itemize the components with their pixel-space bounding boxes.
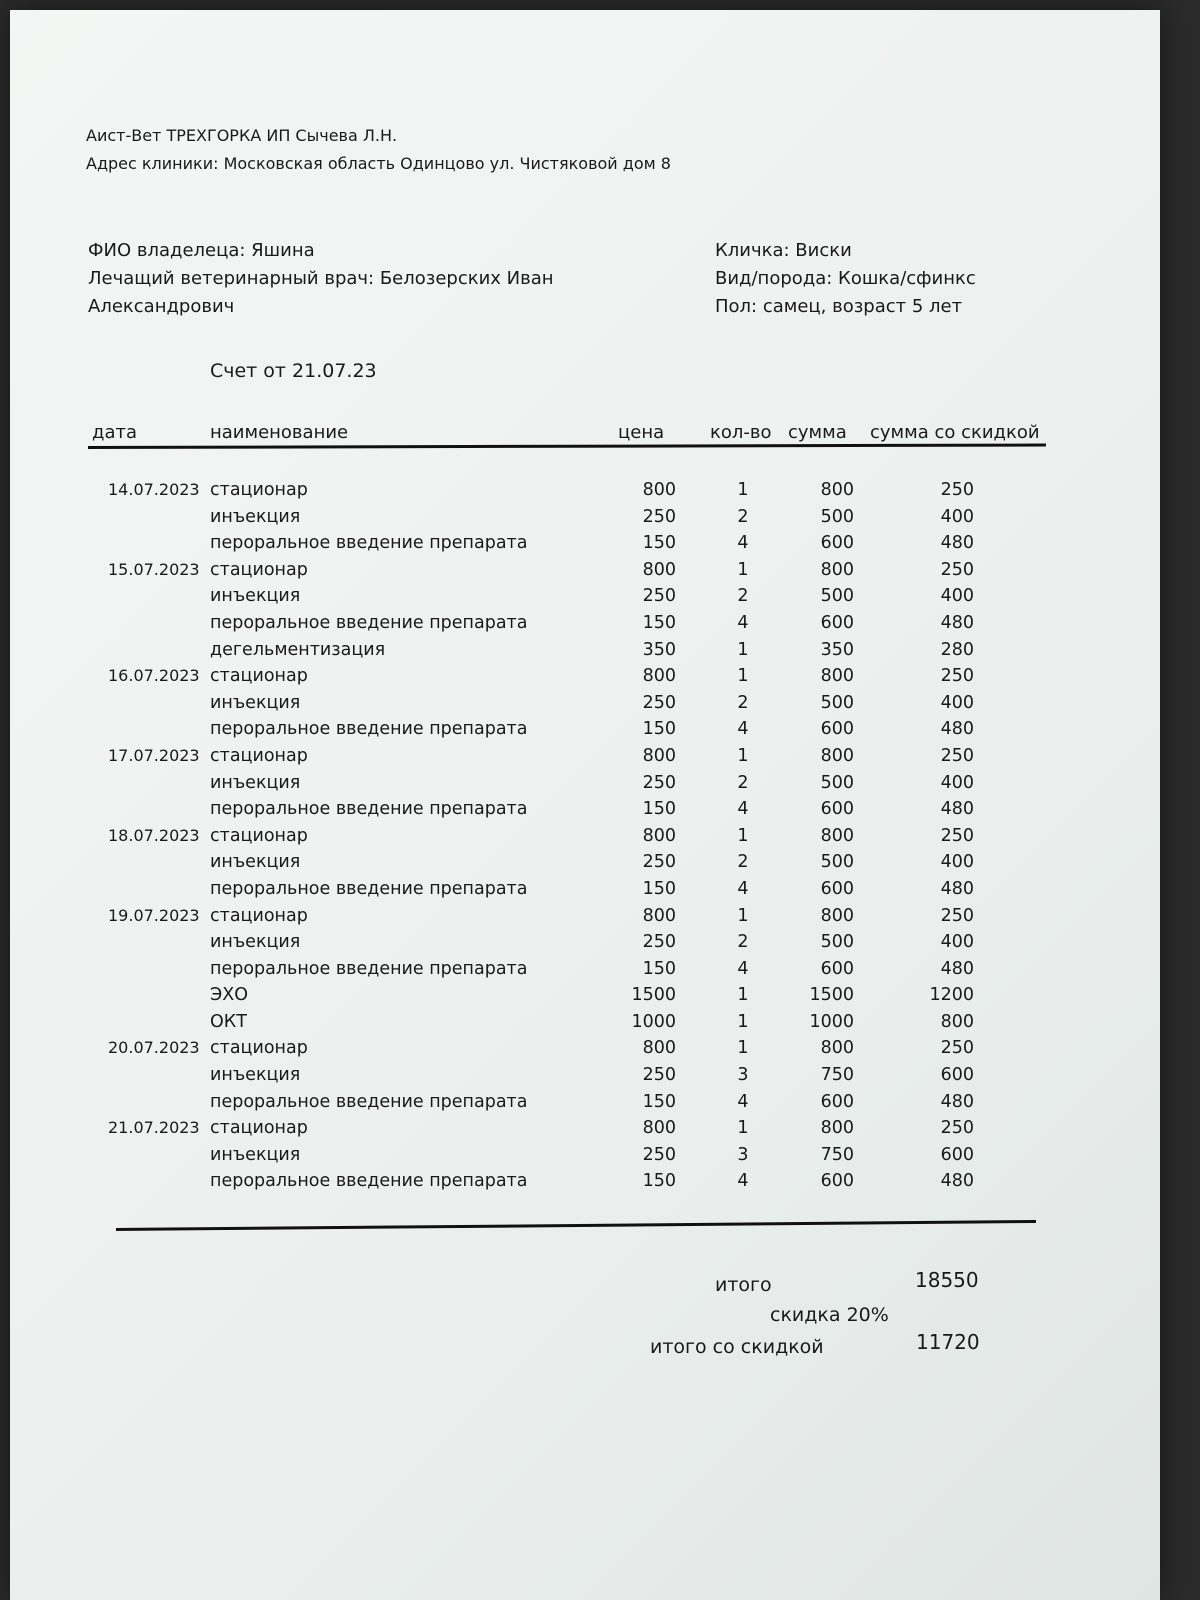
cell-discounted: 250 [940,480,974,500]
final-total-value: 11720 [916,1330,980,1354]
cell-price: 150 [642,878,676,899]
table-row [10,959,1160,986]
cell-name: пероральное введение препарата [210,799,528,820]
table-row [10,480,1160,507]
doctor-name-continued: Александрович [88,296,235,317]
table-row [10,693,1160,720]
cell-qty: 2 [737,692,749,713]
cell-discounted: 480 [940,533,974,554]
cell-discounted: 250 [940,745,974,766]
cell-qty: 2 [737,852,749,873]
cell-sum: 600 [820,878,854,899]
cell-sum: 600 [820,719,854,740]
cell-price: 250 [642,852,676,873]
cell-name: инъекция [210,772,301,793]
cell-sum: 1000 [809,1011,854,1032]
cell-name: инъекция [210,586,301,607]
table-row [10,852,1160,879]
table-row [10,666,1160,693]
table-row [10,879,1160,906]
table-row [10,826,1160,853]
doctor-name: Лечащий ветеринарный врач: Белозерских Иван [88,268,554,289]
cell-price: 250 [642,1065,676,1086]
cell-name: стационар [210,905,308,926]
cell-name: стационар [210,480,308,500]
cell-price: 150 [642,533,676,554]
table-row [10,985,1160,1012]
cell-qty: 4 [737,1171,749,1192]
cell-price: 250 [642,692,676,713]
cell-qty: 3 [737,1144,749,1165]
cell-price: 800 [642,745,676,766]
cell-sum: 600 [820,799,854,820]
cell-date: 17.07.2023 [108,745,200,765]
column-header-discounted: сумма со скидкой [870,422,1040,443]
cell-price: 800 [642,905,676,926]
cell-qty: 2 [737,932,749,953]
cell-qty: 1 [737,1118,749,1139]
cell-price: 800 [642,825,676,846]
table-row [10,507,1160,534]
cell-name: пероральное введение препарата [210,612,528,633]
cell-name: инъекция [210,506,301,527]
pet-sex-age: Пол: самец, возраст 5 лет [715,296,963,317]
table-row [10,799,1160,826]
cell-qty: 1 [737,480,749,500]
header-divider [88,443,1046,449]
cell-discounted: 480 [940,878,974,899]
cell-price: 150 [642,958,676,979]
cell-discounted: 250 [940,905,974,926]
cell-price: 800 [642,1038,676,1059]
table-row [10,719,1160,746]
cell-sum: 800 [820,559,854,580]
table-row [10,533,1160,560]
cell-qty: 1 [737,666,749,687]
cell-qty: 1 [737,639,749,660]
owner-name: ФИО владелеца: Яшина [88,240,315,261]
cell-discounted: 250 [940,1118,974,1139]
cell-discounted: 480 [940,1171,974,1192]
cell-sum: 800 [820,905,854,926]
cell-date: 18.07.2023 [108,825,200,845]
cell-sum: 500 [820,932,854,953]
cell-price: 250 [642,506,676,527]
cell-name: инъекция [210,692,301,713]
cell-name: стационар [210,1118,308,1139]
cell-sum: 800 [820,745,854,766]
cell-price: 250 [642,586,676,607]
cell-qty: 4 [737,719,749,740]
cell-name: пероральное введение препарата [210,1091,528,1112]
cell-price: 800 [642,666,676,687]
table-row [10,746,1160,773]
table-row [10,1092,1160,1119]
cell-price: 150 [642,799,676,820]
cell-price: 250 [642,1144,676,1165]
cell-sum: 800 [820,480,854,500]
cell-discounted: 480 [940,1091,974,1112]
cell-date: 20.07.2023 [108,1038,200,1058]
cell-discounted: 250 [940,666,974,687]
cell-qty: 4 [737,612,749,633]
cell-discounted: 250 [940,825,974,846]
cell-name: стационар [210,666,308,687]
column-header-date: дата [92,422,137,443]
cell-discounted: 400 [940,692,974,713]
cell-name: пероральное введение препарата [210,958,528,979]
cell-price: 800 [642,480,676,500]
cell-price: 1000 [631,1011,676,1032]
column-header-sum: сумма [788,422,847,443]
cell-sum: 500 [820,772,854,793]
cell-name: инъекция [210,932,301,953]
cell-sum: 800 [820,1038,854,1059]
invoice-table [10,480,1160,1198]
cell-qty: 1 [737,1038,749,1059]
cell-sum: 350 [820,639,854,660]
cell-discounted: 480 [940,612,974,633]
table-row [10,560,1160,587]
column-header-price: цена [618,422,665,443]
cell-name: пероральное введение препарата [210,719,528,740]
table-row [10,1065,1160,1092]
total-label: итого [715,1274,772,1296]
cell-sum: 1500 [809,985,854,1006]
cell-price: 150 [642,719,676,740]
cell-qty: 4 [737,878,749,899]
cell-discounted: 800 [940,1011,974,1032]
cell-name: ЭХО [210,985,248,1006]
cell-sum: 750 [820,1144,854,1165]
cell-qty: 4 [737,1091,749,1112]
cell-sum: 600 [820,1091,854,1112]
cell-name: стационар [210,559,308,580]
cell-discounted: 250 [940,559,974,580]
cell-discounted: 400 [940,932,974,953]
cell-sum: 500 [820,586,854,607]
cell-discounted: 400 [940,852,974,873]
cell-name: пероральное введение препарата [210,533,528,554]
cell-date: 16.07.2023 [108,666,200,686]
cell-name: стационар [210,825,308,846]
cell-sum: 600 [820,533,854,554]
table-row [10,613,1160,640]
cell-name: пероральное введение препарата [210,878,528,899]
cell-name: инъекция [210,1144,301,1165]
cell-qty: 4 [737,958,749,979]
discount-label: скидка 20% [770,1304,889,1326]
table-row [10,1012,1160,1039]
pet-breed: Вид/порода: Кошка/сфинкс [715,268,976,289]
cell-date: 15.07.2023 [108,559,200,579]
table-row [10,773,1160,800]
cell-name: стационар [210,1038,308,1059]
cell-sum: 600 [820,958,854,979]
table-row [10,932,1160,959]
cell-sum: 800 [820,666,854,687]
pet-name: Кличка: Виски [715,240,852,261]
cell-name: ОКТ [210,1011,247,1032]
clinic-name: Аист-Вет ТРЕХГОРКА ИП Сычева Л.Н. [86,126,398,145]
cell-sum: 600 [820,612,854,633]
cell-qty: 4 [737,799,749,820]
cell-discounted: 280 [940,639,974,660]
table-row [10,1118,1160,1145]
final-total-label: итого со скидкой [650,1336,824,1358]
cell-sum: 500 [820,506,854,527]
cell-name: стационар [210,745,308,766]
cell-discounted: 250 [940,1038,974,1059]
cell-date: 19.07.2023 [108,905,200,925]
cell-price: 1500 [631,985,676,1006]
footer-divider [116,1220,1036,1231]
clinic-address: Адрес клиники: Московская область Одинцово ул. Чистяковой дом 8 [86,154,671,173]
cell-discounted: 400 [940,586,974,607]
cell-discounted: 600 [940,1065,974,1086]
cell-sum: 500 [820,692,854,713]
cell-sum: 500 [820,852,854,873]
cell-price: 150 [642,612,676,633]
table-row [10,1171,1160,1198]
cell-price: 800 [642,1118,676,1139]
table-row [10,640,1160,667]
cell-date: 21.07.2023 [108,1118,200,1138]
cell-name: инъекция [210,1065,301,1086]
column-header-qty: кол-во [710,422,772,443]
table-row [10,1145,1160,1172]
cell-date: 14.07.2023 [108,480,200,499]
cell-discounted: 1200 [929,985,974,1006]
cell-name: инъекция [210,852,301,873]
cell-discounted: 480 [940,799,974,820]
cell-qty: 1 [737,745,749,766]
cell-price: 150 [642,1171,676,1192]
cell-qty: 2 [737,506,749,527]
cell-sum: 800 [820,825,854,846]
cell-qty: 2 [737,772,749,793]
cell-sum: 600 [820,1171,854,1192]
cell-qty: 2 [737,586,749,607]
table-row [10,1038,1160,1065]
cell-discounted: 600 [940,1144,974,1165]
cell-price: 250 [642,772,676,793]
cell-qty: 1 [737,825,749,846]
cell-discounted: 480 [940,719,974,740]
cell-discounted: 400 [940,772,974,793]
cell-name: пероральное введение препарата [210,1171,528,1192]
table-row [10,586,1160,613]
cell-qty: 3 [737,1065,749,1086]
cell-qty: 1 [737,1011,749,1032]
cell-qty: 1 [737,985,749,1006]
cell-discounted: 400 [940,506,974,527]
cell-qty: 1 [737,559,749,580]
cell-sum: 800 [820,1118,854,1139]
column-header-name: наименование [210,422,349,443]
cell-discounted: 480 [940,958,974,979]
invoice-title: Счет от 21.07.23 [210,360,377,382]
cell-qty: 4 [737,533,749,554]
cell-sum: 750 [820,1065,854,1086]
table-row [10,906,1160,933]
cell-name: дегельментизация [210,639,386,660]
cell-price: 250 [642,932,676,953]
cell-price: 350 [642,639,676,660]
total-value: 18550 [915,1268,979,1292]
cell-price: 150 [642,1091,676,1112]
cell-price: 800 [642,559,676,580]
cell-qty: 1 [737,905,749,926]
invoice-sheet [10,10,1160,1600]
